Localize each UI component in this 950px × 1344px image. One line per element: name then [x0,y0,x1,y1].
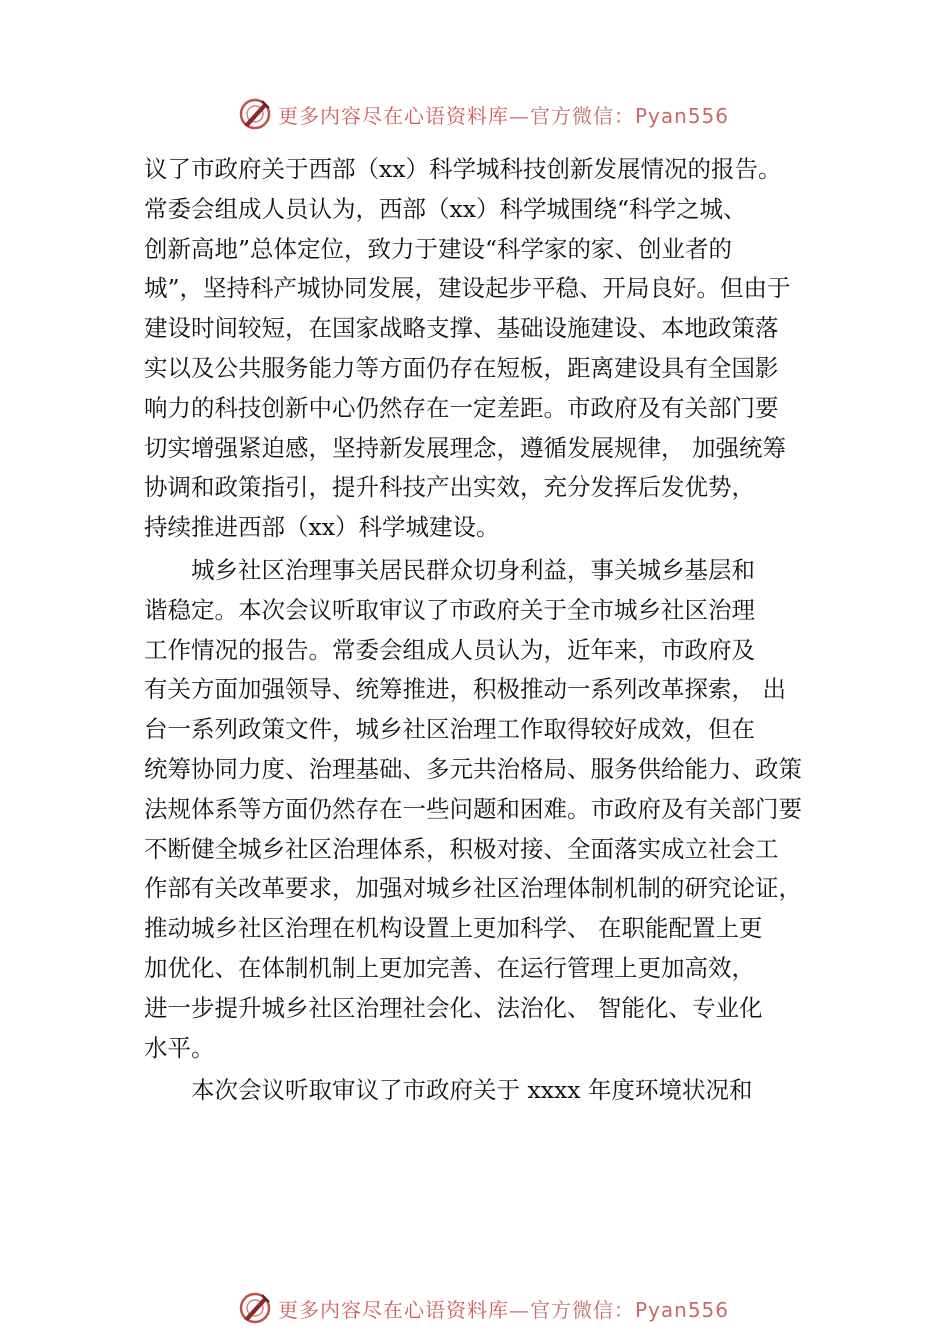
text-line: 响力的科技创新中心仍然存在一定差距。市政府及有关部门要 [144,393,779,422]
text-line: 议了市政府关于西部（xx）科学城科技创新发展情况的报告。 [144,155,782,183]
watermark-wechat-id: Pyan556 [635,103,730,128]
text-line: 建设时间较短，在国家战略支撑、基础设施建设、本地政策落 [144,314,779,343]
header-watermark [238,96,758,132]
quill-logo-icon [238,1291,272,1325]
text-line: 加优化、在体制机制上更加完善、在运行管理上更加高效， [144,953,755,982]
watermark-wechat-label: 官方微信： [530,1297,635,1322]
text-line: 常委会组成人员认为，西部（xx）科学城围绕“科学之城、 [144,194,747,223]
text-line: 不断健全城乡社区治理体系，积极对接、全面落实成立社会工 [144,834,779,863]
watermark-main: 更多内容尽在心语资料库 [278,103,509,128]
text-line: 有关方面加强领导、统筹推进，积极推动一系列改革探索， 出 [144,675,786,704]
document-body [144,150,822,1111]
text-line: 统筹协同力度、治理基础、多元共治格局、服务供给能力、政策 [144,754,802,783]
text-line: 法规体系等方面仍然存在一些问题和困难。市政府及有关部门要 [144,794,802,823]
footer-watermark [238,1290,758,1326]
text-line: 工作情况的报告。常委会组成人员认为，近年来，市政府及 [144,635,755,664]
text-line: 作部有关改革要求，加强对城乡社区治理体制机制的研究论证， [144,874,802,903]
watermark-main: 更多内容尽在心语资料库 [278,1297,509,1322]
watermark-wechat-id: Pyan556 [635,1297,730,1322]
text-line: 推动城乡社区治理在机构设置上更加科学、 在职能配置上更 [144,914,763,943]
text-line: 创新高地”总体定位，致力于建设“科学家的家、创业者的 [144,234,733,263]
watermark-separator: — [509,1297,530,1322]
text-line: 城”，坚持科产城协同发展，建设起步平稳、开局良好。但由于 [144,274,791,303]
watermark-text [278,100,729,129]
text-line: 进一步提升城乡社区治理社会化、法治化、 智能化、专业化 [144,993,763,1022]
paragraph-start-line: 城乡社区治理事关居民群众切身利益，事关城乡基层和 [144,555,755,584]
text-line: 切实增强紧迫感，坚持新发展理念，遵循发展规律， 加强统筹 [144,433,786,462]
text-line: 实以及公共服务能力等方面仍存在短板，距离建设具有全国影 [144,353,779,382]
text-line: 水平。 [144,1033,215,1062]
text-line: 持续推进西部（xx）科学城建设。 [144,513,500,542]
text-line: 台一系列政策文件，城乡社区治理工作取得较好成效，但在 [144,715,755,744]
text-line: 谐稳定。本次会议听取审议了市政府关于全市城乡社区治理 [144,595,755,624]
watermark-wechat-label: 官方微信： [530,103,635,128]
quill-logo-icon [238,97,272,131]
text-line: 协调和政策指引，提升科技产出实效，充分发挥后发优势， [144,473,755,502]
watermark-separator: — [509,103,530,128]
watermark-text [278,1294,729,1323]
paragraph-start-line: 本次会议听取审议了市政府关于 xxxx 年度环境状况和 [144,1076,753,1105]
